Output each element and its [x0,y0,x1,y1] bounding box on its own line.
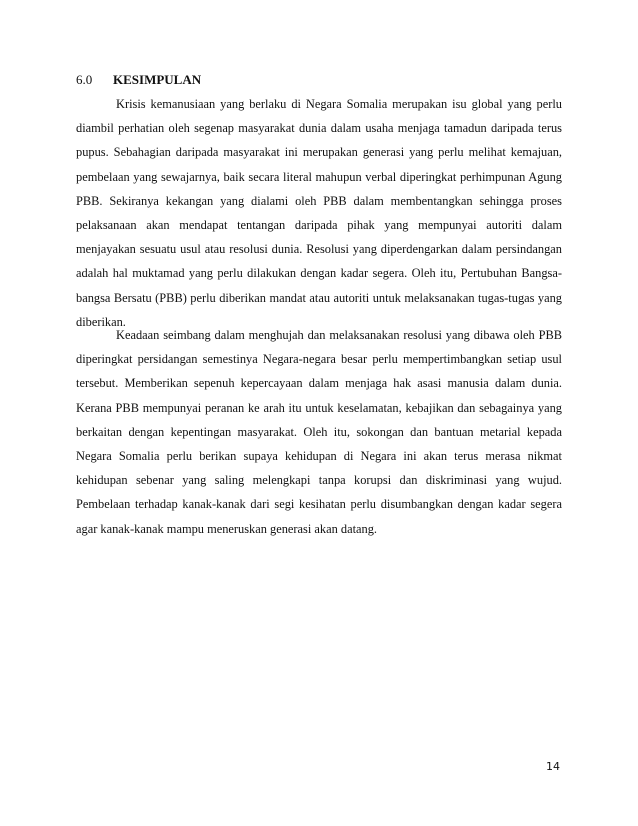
section-title: KESIMPULAN [113,72,202,87]
paragraph-2: Keadaan seimbang dalam menghujah dan melaksanakan resolusi yang dibawa oleh PBB diperingkat persidangan semestinya Negara-negara besar perlu mempertimbangkan setiap usul tersebut. Memberikan sepenuh kepercayaan dalam menjaga hak asasi manusia dalam dunia. Kerana PBB mempunyai peranan ke arah itu untuk keselamatan, kebajikan dan sebagainya yang berkaitan dengan kepentingan masyarakat. Oleh itu, sokongan dan bantuan metarial kepada Negara Somalia perlu berikan supaya kehidupan di Negara ini akan terus merasa nikmat kehidupan sebenar yang saling melengkapi tanpa korupsi dan diskriminasi yang wujud. Pembelaan terhadap kanak-kanak dari segi kesihatan perlu disumbangkan dengan kadar segera agar kanak-kanak mampu meneruskan generasi akan datang. [76,328,562,536]
section-heading [76,72,201,88]
section-number: 6.0 [76,72,93,87]
paragraph-1: Krisis kemanusiaan yang berlaku di Negara Somalia merupakan isu global yang perlu diambil perhatian oleh segenap masyarakat dunia dalam usaha menjaga tamadun daripada terus pupus. Sebahagian daripada masyarakat ini merupakan generasi yang perlu melihat kemajuan, pembelaan yang sewajarnya, baik secara literal mahupun verbal diperingkat perhimpunan Agung PBB. Sekiranya kekangan yang dialami oleh PBB dalam membentangkan sehingga proses pelaksanaan akan mendapat tentangan daripada pihak yang mempunyai autoriti dalam menjayakan sesuatu usul atau resolusi dunia. Resolusi yang diperdengarkan dalam persindangan adalah hal muktamad yang perlu dilakukan dengan kadar segera. Oleh itu, Pertubuhan Bangsa-bangsa Bersatu (PBB) perlu diberikan mandat atau autoriti untuk melaksanakan tugas-tugas yang diberikan. [76,97,562,329]
page-number: 14 [546,760,560,773]
